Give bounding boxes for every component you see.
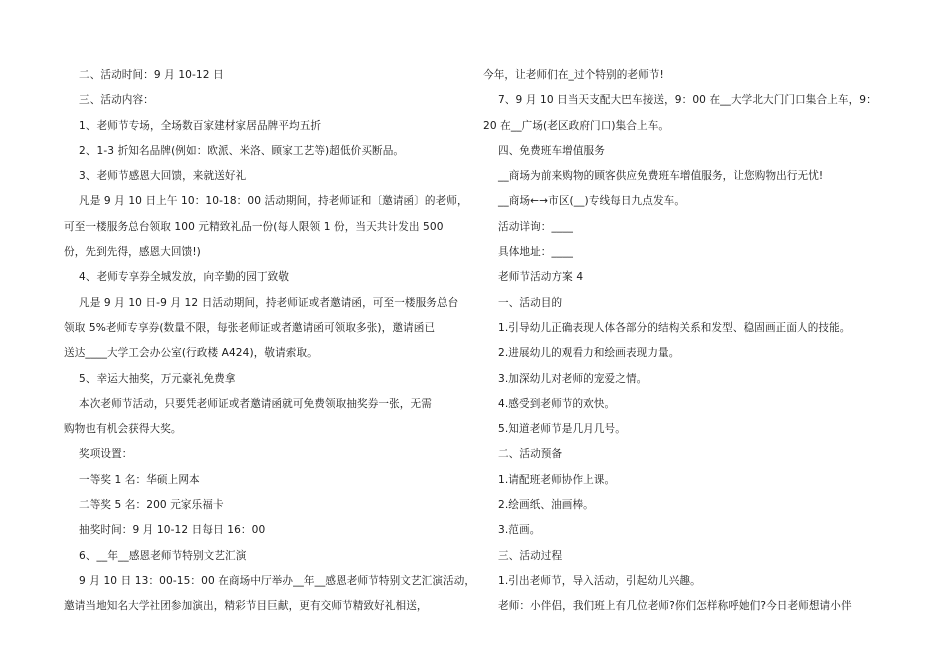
left-column: [64, 63, 476, 620]
text-line: 1.引导幼儿正确表现人体各部分的结构关系和发型、稳固画正面人的技能。: [498, 321, 851, 334]
right-column: [483, 63, 903, 620]
text-line: 5.知道老师节是几月几号。: [498, 423, 626, 436]
text-line: 5、幸运大抽奖，万元豪礼免费拿: [79, 372, 236, 385]
text-line: 具体地址：____: [498, 246, 574, 259]
text-line: 3.范画。: [498, 524, 541, 537]
text-line: 一、活动目的: [498, 296, 563, 309]
text-line: 2.绘画纸、油画棒。: [498, 499, 594, 512]
text-line: 9 月 10 日 13：00-15：00 在商场中厅举办__年__感恩老师节特别文艺汇演活动，: [79, 574, 476, 587]
text-line: 抽奖时间：9 月 10-12 日每日 16：00: [79, 524, 266, 537]
text-line: 可至一楼服务总台领取 100 元精致礼品一份(每人限领 1 份，当天共计发出 500: [64, 220, 444, 233]
text-line: 邀请当地知名大学社团参加演出，精彩节目巨献，更有交师节精致好礼相送，: [64, 600, 428, 613]
text-line: 凡是 9 月 10 日上午 10：10-18：00 活动期间，持老师证和〔邀请函〕的老师，: [79, 195, 468, 208]
text-line: 份，先到先得，感恩大回馈!): [64, 246, 201, 259]
text-line: 20 在__广场(老区政府门口)集合上车。: [483, 119, 670, 132]
text-line: 1.引出老师节，导入活动，引起幼儿兴趣。: [498, 574, 701, 587]
text-line: 老师节活动方案 4: [498, 271, 584, 284]
text-line: 三、活动过程: [498, 549, 563, 562]
text-line: __商场为前来购物的顾客供应免费班车增值服务，让您购物出行无忧!: [498, 170, 824, 183]
text-line: 2、1-3 折知名品牌(例如：欧派、米洛、顾家工艺等)超低价买断品。: [79, 144, 405, 157]
text-line: 老师：小伴侣，我们班上有几位老师?你们怎样称呼她们?今日老师想请小伴: [498, 600, 852, 613]
text-line: __商场←→市区(__)专线每日九点发车。: [498, 195, 686, 208]
text-line: 4.感受到老师节的欢快。: [498, 397, 616, 410]
text-line: 凡是 9 月 10 日-9 月 12 日活动期间，持老师证或者邀请函，可至一楼服务总台: [79, 296, 459, 309]
text-line: 本次老师节活动，只要凭老师证或者邀请函就可免费领取抽奖券一张，无需: [79, 397, 432, 410]
text-line: 二、活动预备: [498, 448, 563, 461]
text-line: 2.进展幼儿的观看力和绘画表现力量。: [498, 347, 680, 360]
text-line: 一等奖 1 名：华硕上网本: [79, 473, 200, 486]
text-line: 3、老师节感恩大回馈，来就送好礼: [79, 170, 247, 183]
text-line: 7、9 月 10 日当天支配大巴车接送，9：00 在__大学北大门门口集合上车，9：: [498, 94, 877, 107]
text-line: 二等奖 5 名：200 元家乐福卡: [79, 499, 224, 512]
text-line: 奖项设置：: [79, 448, 133, 461]
text-line: 6、__年__感恩老师节特别文艺汇演: [79, 549, 247, 562]
text-line: 领取 5%老师专享券(数量不限，每张老师证或者邀请函可领取多张)，邀请函已: [64, 321, 436, 334]
text-line: 送达____大学工会办公室(行政楼 A424)，敬请索取。: [64, 347, 318, 360]
text-line: 购物也有机会获得大奖。: [64, 423, 182, 436]
text-line: 三、活动内容：: [79, 94, 154, 107]
text-line: 四、免费班车增值服务: [498, 144, 605, 157]
text-line: 1.请配班老师协作上课。: [498, 473, 616, 486]
text-line: 3.加深幼儿对老师的宠爱之情。: [498, 372, 648, 385]
text-line: 二、活动时间：9 月 10-12 日: [79, 69, 224, 81]
text-line: 1、老师节专场，全场数百家建材家居品牌平均五折: [79, 119, 322, 132]
text-line: 今年，让老师们在_过个特别的老师节!: [483, 69, 664, 81]
text-line: 活动详询：____: [498, 220, 574, 233]
text-line: 4、老师专享券全城发放，向辛勤的园丁致敬: [79, 271, 290, 284]
